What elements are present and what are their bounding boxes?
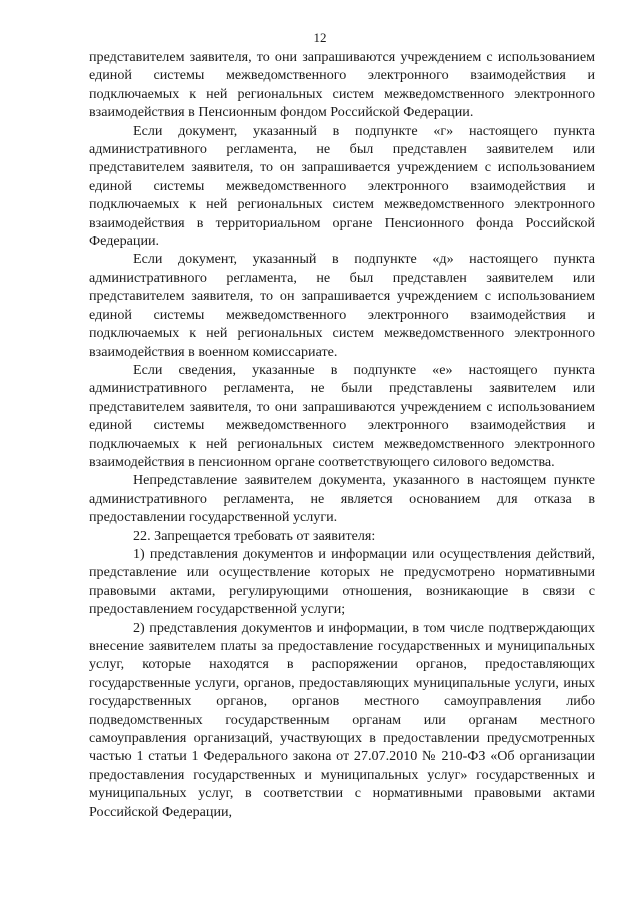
page-number: 12 (313, 30, 327, 45)
paragraph-podpunkt-e: Если сведения, указанные в подпункте «е» настоящего пункта административного регламента, не были представлены заявителем или представителем заявителя, то они запрашиваются учреждением с использованием единой системы межведомственного электронного взаимодействия и подключаемых к ней региональных систем межведомственного электронного взаимодействия в пенсионном органе соответствующего силового ведомства. (89, 361, 595, 470)
paragraph-podpunkt-d: Если документ, указанный в подпункте «д» настоящего пункта административного регламента, не был представлен заявителем или представителем заявителя, то он запрашивается учреждением с использованием единой системы межведомственного электронного взаимодействия и подключаемых к ней региональных систем межведомственного электронного взаимодействия в военном комиссариате. (89, 251, 595, 360)
paragraph-nepredstavlenie: Непредставление заявителем документа, указанного в настоящем пункте административного регламента, не является основанием для отказа в предоставлении государственной услуги. (89, 472, 595, 526)
paragraph-item-22: 22. Запрещается требовать от заявителя: (133, 527, 376, 544)
document-body (89, 48, 595, 821)
paragraph-item-22-1: 1) представления документов и информации или осуществления действий, представление или осуществление которых не предусмотрено нормативными правовыми актами, регулирующими отношения, возникающие в связи с предоставлением государственной услуги; (89, 545, 595, 618)
paragraph-podpunkt-g: Если документ, указанный в подпункте «г» настоящего пункта административного регламента, не был представлен заявителем или представителем заявителя, то он запрашивается учреждением с использованием единой системы межведомственного электронного взаимодействия и подключаемых к ней региональных систем межведомственного электронного взаимодействия в территориальном органе Пенсионного фонда Российской Федерации. (89, 122, 595, 250)
paragraph-item-22-2: 2) представления документов и информации, в том числе подтверждающих внесение заявителем платы за предоставление государственных и муниципальных услуг, которые находятся в распоряжении органов, предоставляющих государственные услуги, органов, предоставляющих муниципальные услуги, иных государственных органов, органов местного самоуправления либо подведомственных государственным органам или органам местного самоуправления организаций, участвующих в предоставлении предусмотренных частью 1 статьи 1 Федерального закона от 27.07.2010 № 210-ФЗ «Об организации предоставления государственных и муниципальных услуг» государственных и муниципальных услуг, в соответствии с нормативными правовыми актами Российской Федерации, (89, 619, 595, 820)
paragraph-continuation: представителем заявителя, то они запрашиваются учреждением с использованием единой системы межведомственного электронного взаимодействия и подключаемых к ней региональных систем межведомственного электронного взаимодействия в Пенсионным фондом Российской Федерации. (89, 49, 595, 121)
